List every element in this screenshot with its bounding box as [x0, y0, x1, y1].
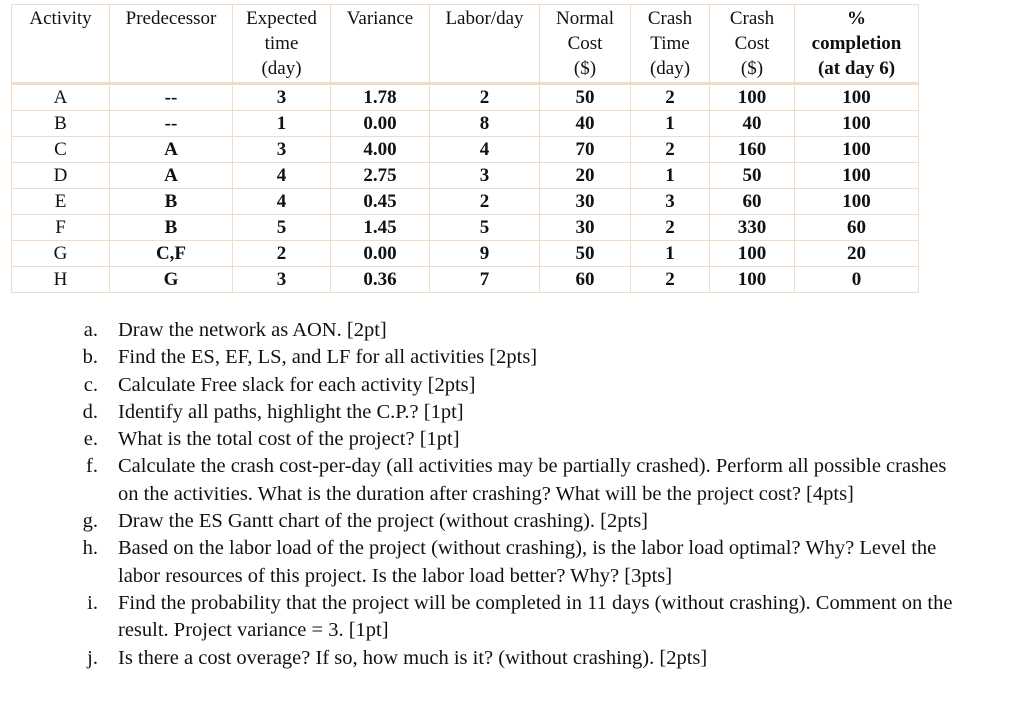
cell-expected-time: 4 [233, 189, 331, 215]
question-item [78, 426, 958, 453]
table-row [12, 241, 919, 267]
question-item [78, 645, 958, 672]
cell-labor-per-day: 5 [430, 215, 540, 241]
table-row [12, 163, 919, 189]
cell-predecessor: -- [110, 111, 233, 137]
cell-crash-cost: 100 [710, 267, 795, 293]
cell-percent-completion: 100 [795, 84, 919, 111]
question-text: Identify all paths, highlight the C.P.? [1pt] [118, 400, 464, 423]
cell-normal-cost: 70 [540, 137, 631, 163]
cell-percent-completion: 60 [795, 215, 919, 241]
cell-activity: A [12, 84, 110, 111]
cell-activity: C [12, 137, 110, 163]
cell-percent-completion: 100 [795, 137, 919, 163]
cell-expected-time: 4 [233, 163, 331, 189]
cell-variance: 0.00 [331, 241, 430, 267]
question-marker: d. [82, 400, 98, 423]
table-row [12, 267, 919, 293]
cell-labor-per-day: 9 [430, 241, 540, 267]
question-item [78, 508, 958, 535]
cell-crash-time: 3 [631, 189, 710, 215]
cell-predecessor: G [110, 267, 233, 293]
cell-crash-time: 2 [631, 267, 710, 293]
cell-activity: F [12, 215, 110, 241]
cell-crash-cost: 160 [710, 137, 795, 163]
question-text: What is the total cost of the project? [1pt] [118, 428, 460, 451]
cell-activity: D [12, 163, 110, 189]
cell-variance: 2.75 [331, 163, 430, 189]
cell-predecessor: A [110, 163, 233, 189]
cell-variance: 4.00 [331, 137, 430, 163]
question-text: Find the ES, EF, LS, and LF for all activities [2pts] [118, 346, 538, 369]
header-predecessor: Predecessor [110, 5, 233, 84]
question-marker: g. [82, 510, 98, 533]
question-text: Draw the network as AON. [2pt] [118, 319, 387, 341]
cell-normal-cost: 40 [540, 111, 631, 137]
question-item [78, 344, 958, 371]
cell-predecessor: -- [110, 84, 233, 111]
cell-crash-time: 2 [631, 137, 710, 163]
cell-crash-cost: 40 [710, 111, 795, 137]
question-list [78, 317, 958, 672]
question-text: Calculate the crash cost-per-day (all activities may be partially crashed). Perform all possible crashes on the activities. What is the duration after crashing? What will be the project cost? [4pts] [118, 455, 947, 505]
cell-labor-per-day: 7 [430, 267, 540, 293]
question-item [78, 317, 958, 344]
header-percent-completion: % completion (at day 6) [795, 5, 919, 84]
cell-normal-cost: 50 [540, 84, 631, 111]
cell-expected-time: 3 [233, 84, 331, 111]
question-marker: f. [86, 455, 98, 478]
question-text: Find the probability that the project will be completed in 11 days (without crashing). Comment on the result. Project variance = 3. [1pt] [118, 591, 953, 642]
cell-percent-completion: 100 [795, 163, 919, 189]
cell-variance: 0.00 [331, 111, 430, 137]
question-item [78, 590, 958, 645]
question-item [78, 535, 958, 590]
cell-normal-cost: 30 [540, 189, 631, 215]
cell-normal-cost: 60 [540, 267, 631, 293]
header-crash-cost: Crash Cost ($) [710, 5, 795, 84]
cell-percent-completion: 100 [795, 189, 919, 215]
question-text: Based on the labor load of the project (without crashing), is the labor load optimal? Why? Level the labor resources of this project. Is the labor load better? Why? [3pts] [118, 537, 937, 587]
cell-expected-time: 3 [233, 267, 331, 293]
cell-labor-per-day: 8 [430, 111, 540, 137]
header-expected-time: Expected time (day) [233, 5, 331, 84]
cell-activity: H [12, 267, 110, 293]
header-activity: Activity [12, 5, 110, 84]
cell-predecessor: C,F [110, 241, 233, 267]
cell-crash-time: 2 [631, 215, 710, 241]
table-row [12, 189, 919, 215]
table-row [12, 137, 919, 163]
activity-table [11, 4, 919, 293]
question-text: Is there a cost overage? If so, how much is it? (without crashing). [2pts] [118, 646, 708, 669]
table-row [12, 84, 919, 111]
cell-expected-time: 2 [233, 241, 331, 267]
cell-crash-cost: 100 [710, 84, 795, 111]
cell-predecessor: B [110, 189, 233, 215]
cell-labor-per-day: 4 [430, 137, 540, 163]
cell-predecessor: B [110, 215, 233, 241]
cell-expected-time: 3 [233, 137, 331, 163]
cell-crash-cost: 330 [710, 215, 795, 241]
table-body [12, 84, 919, 293]
question-item [78, 399, 958, 426]
cell-percent-completion: 0 [795, 267, 919, 293]
question-marker: h. [82, 537, 98, 560]
question-item [78, 453, 958, 508]
cell-normal-cost: 20 [540, 163, 631, 189]
cell-crash-time: 1 [631, 241, 710, 267]
table-row [12, 215, 919, 241]
cell-predecessor: A [110, 137, 233, 163]
cell-crash-cost: 100 [710, 241, 795, 267]
header-variance: Variance [331, 5, 430, 84]
cell-expected-time: 5 [233, 215, 331, 241]
cell-activity: B [12, 111, 110, 137]
table-header-row [12, 5, 919, 84]
question-marker: b. [82, 346, 98, 369]
question-marker: i. [87, 591, 98, 614]
cell-normal-cost: 30 [540, 215, 631, 241]
cell-variance: 1.78 [331, 84, 430, 111]
header-labor-per-day: Labor/day [430, 5, 540, 84]
cell-variance: 1.45 [331, 215, 430, 241]
cell-activity: G [12, 241, 110, 267]
question-item [78, 372, 958, 399]
cell-labor-per-day: 2 [430, 189, 540, 215]
cell-normal-cost: 50 [540, 241, 631, 267]
question-marker: a. [83, 319, 98, 341]
question-marker: e. [83, 428, 98, 451]
cell-percent-completion: 20 [795, 241, 919, 267]
cell-crash-cost: 60 [710, 189, 795, 215]
cell-variance: 0.36 [331, 267, 430, 293]
cell-variance: 0.45 [331, 189, 430, 215]
cell-activity: E [12, 189, 110, 215]
cell-crash-cost: 50 [710, 163, 795, 189]
header-normal-cost: Normal Cost ($) [540, 5, 631, 84]
cell-crash-time: 1 [631, 111, 710, 137]
question-text: Calculate Free slack for each activity [2pts] [118, 373, 476, 396]
cell-crash-time: 2 [631, 84, 710, 111]
question-marker: j. [87, 646, 98, 669]
question-marker: c. [83, 373, 98, 396]
cell-percent-completion: 100 [795, 111, 919, 137]
header-crash-time: Crash Time (day) [631, 5, 710, 84]
cell-crash-time: 1 [631, 163, 710, 189]
question-text: Draw the ES Gantt chart of the project (without crashing). [2pts] [118, 510, 648, 533]
table-row [12, 111, 919, 137]
cell-labor-per-day: 2 [430, 84, 540, 111]
cell-expected-time: 1 [233, 111, 331, 137]
cell-labor-per-day: 3 [430, 163, 540, 189]
